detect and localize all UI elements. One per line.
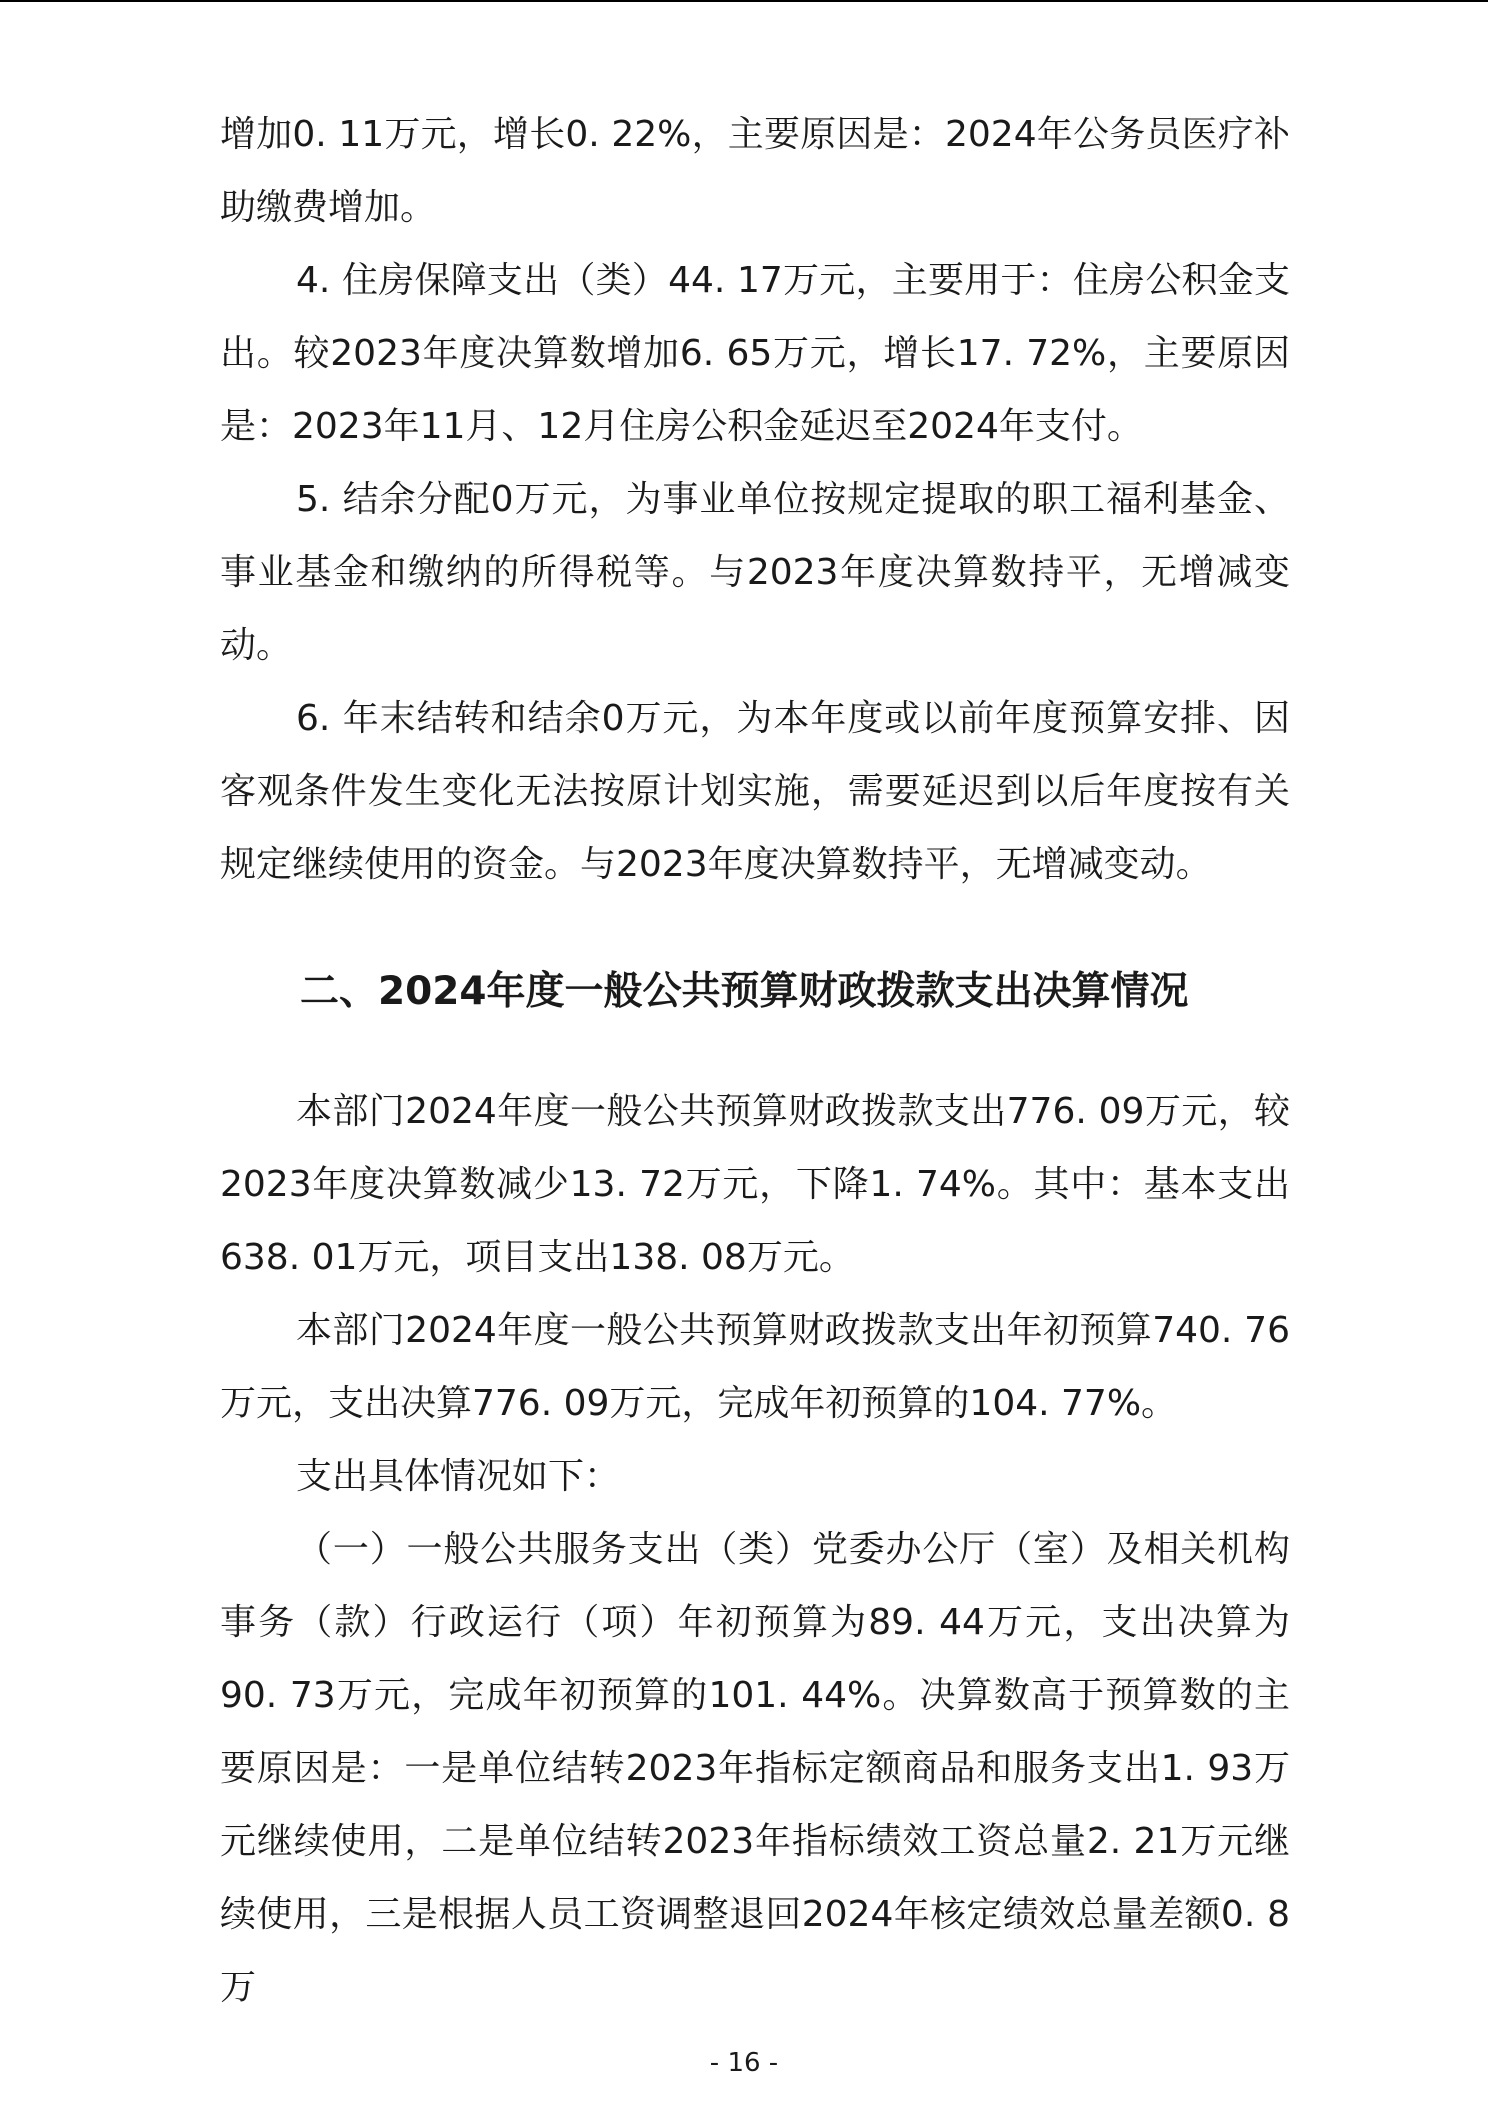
paragraph-year-end-balance: 6. 年末结转和结余0万元，为本年度或以前年度预算安排、因客观条件发生变化无法按原计划实施，需要延迟到以后年度按有关规定继续使用的资金。与2023年度决算数持平，无增减变动。 [220, 698, 1290, 885]
paragraph-general-public-service: （一）一般公共服务支出（类）党委办公厅（室）及相关机构事务（款）行政运行（项）年初预算为89. 44万元，支出决算为90. 73万元，完成年初预算的101. 44%。决算数高于预算数的主要原因是：一是单位结转2023年指标定额商品和服务支出1. 93万元继续使用，二是单位结转2023年指标绩效工资总量2. 21万元继续使用，三是根据人员工资调整退回2024年核定绩效总量差额0. 8万 [220, 1529, 1290, 2008]
page-number: - 16 - [709, 2048, 779, 2078]
body-section-2 [220, 1075, 1290, 2024]
paragraph-surplus-distribution: 5. 结余分配0万元，为事业单位按规定提取的职工福利基金、事业基金和缴纳的所得税等。与2023年度决算数持平，无增减变动。 [220, 479, 1290, 666]
paragraph-medical-subsidy: 增加0. 11万元，增长0. 22%，主要原因是：2024年公务员医疗补助缴费增加。 [220, 114, 1290, 228]
paragraph-housing-expense: 4. 住房保障支出（类）44. 17万元，主要用于：住房公积金支出。较2023年度决算数增加6. 65万元，增长17. 72%，主要原因是：2023年11月、12月住房公积金延迟至2024年支付。 [220, 260, 1290, 447]
section-heading: 二、2024年度一般公共预算财政拨款支出决算情况 [300, 969, 1189, 1014]
paragraph-details-intro: 支出具体情况如下： [296, 1456, 621, 1497]
body-section-1 [220, 98, 1290, 901]
paragraph-budget-completion: 本部门2024年度一般公共预算财政拨款支出年初预算740. 76万元，支出决算776. 09万元，完成年初预算的104. 77%。 [220, 1310, 1290, 1424]
paragraph-total-expense: 本部门2024年度一般公共预算财政拨款支出776. 09万元，较2023年度决算数减少13. 72万元，下降1. 74%。其中：基本支出638. 01万元，项目支出138. 08万元。 [220, 1091, 1290, 1278]
